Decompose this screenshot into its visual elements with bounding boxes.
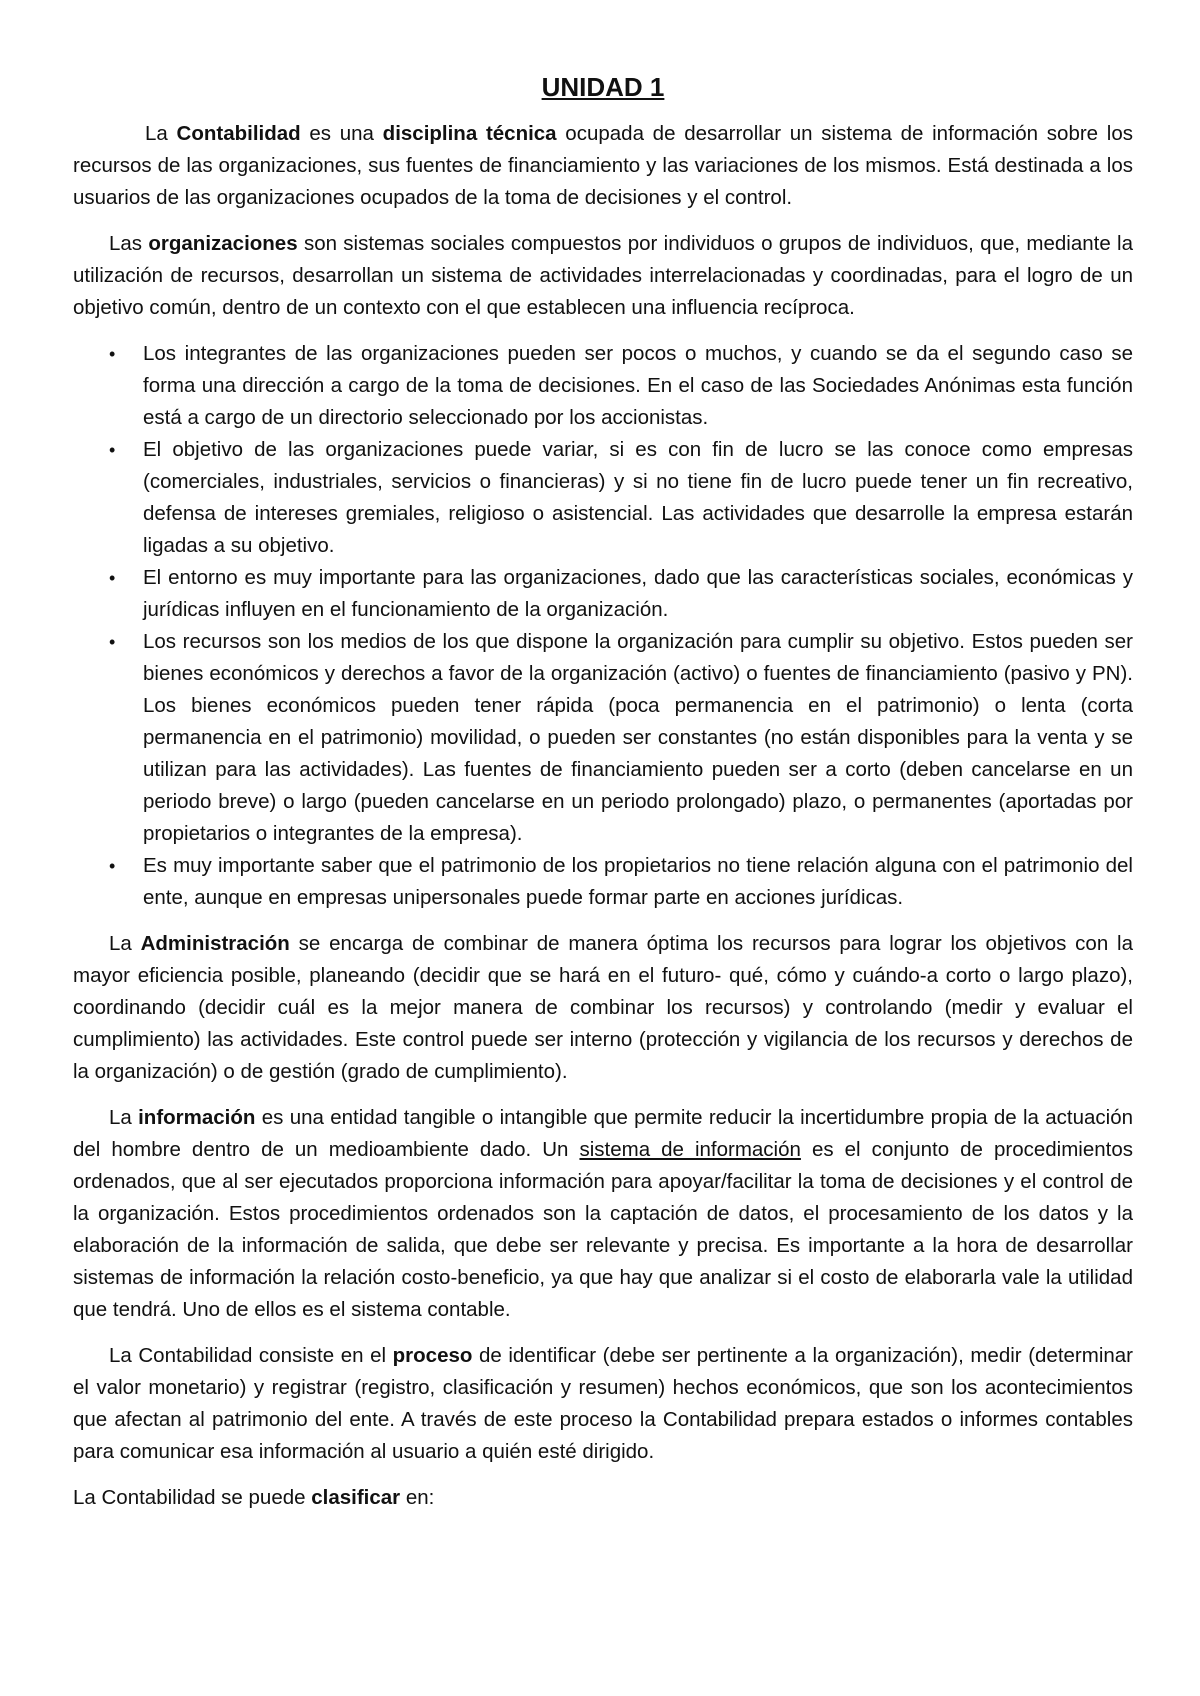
text: La Contabilidad consiste en el bbox=[109, 1344, 393, 1367]
text: son sistemas sociales compuestos por individuos o grupos de individuos, que, mediante la utilización de recursos, desarrollan un sistema de actividades interrelacionadas y coordinadas, para el logro de un objetivo común, dentro de un contexto con el que establecen una influencia recíproca. bbox=[73, 232, 1133, 319]
list-item bbox=[109, 850, 1133, 914]
term-proceso: proceso bbox=[392, 1344, 473, 1367]
bullet-icon: • bbox=[109, 632, 116, 652]
list-item bbox=[109, 338, 1133, 434]
bullet-icon: • bbox=[109, 856, 116, 876]
document-page bbox=[73, 70, 1133, 1514]
text: Las bbox=[109, 232, 149, 255]
paragraph-proceso bbox=[73, 1340, 1133, 1468]
bullet-list bbox=[73, 338, 1133, 914]
paragraph-administracion bbox=[73, 928, 1133, 1088]
text: en: bbox=[400, 1486, 435, 1509]
text: La Contabilidad se puede bbox=[73, 1486, 312, 1509]
text: es una entidad tangible o intangible que permite reducir la incertidumbre propia de la actuación del hombre dentro de un medioambiente dado. Un bbox=[73, 1106, 1133, 1161]
text: de identificar (debe ser pertinente a la organización), medir (determinar el valor monetario) y registrar (registro, clasificación y resumen) hechos económicos, que son los acontecimientos que afectan al patrimonio del ente. A través de este proceso la Contabilidad prepara estados o informes contables para comunicar esa información al usuario a quién esté dirigido. bbox=[73, 1344, 1133, 1463]
bullet-icon: • bbox=[109, 568, 116, 588]
text: se encarga de combinar de manera óptima los recursos para lograr los objetivos con la mayor eficiencia posible, planeando (decidir que se hará en el futuro- qué, cómo y cuándo-a corto o largo plazo), coordinando (decidir cuál es la mejor manera de combinar los recursos) y controlando (medir y evaluar el cumplimiento) las actividades. Este control puede ser interno (protección y vigilancia de los recursos y derechos de la organización) o de gestión (grado de cumplimiento). bbox=[73, 932, 1133, 1083]
list-item-text: El entorno es muy importante para las organizaciones, dado que las características sociales, económicas y jurídicas influyen en el funcionamiento de la organización. bbox=[143, 566, 1133, 621]
text: ocupada de desarrollar un sistema de información sobre los recursos de las organizaciones, sus fuentes de financiamiento y las variaciones de los mismos. Está destinada a los usuarios de las organizaciones ocupados de la toma de decisiones y el control. bbox=[73, 122, 1134, 209]
list-item bbox=[109, 434, 1133, 562]
text: La bbox=[145, 122, 177, 145]
list-item bbox=[109, 562, 1133, 626]
text: La bbox=[109, 1106, 139, 1129]
term-organizaciones: organizaciones bbox=[148, 232, 298, 255]
term-clasificar: clasificar bbox=[311, 1486, 401, 1509]
text: es el conjunto de procedimientos ordenados, que al ser ejecutados proporciona información para apoyar/facilitar la toma de decisiones y el control de la organización. Estos procedimientos ordenados son la captación de datos, el procesamiento de los datos y la elaboración de la información de salida, que debe ser relevante y precisa. Es importante a la hora de desarrollar sistemas de información la relación costo-beneficio, ya que hay que analizar si el costo de elaborarla vale la utilidad que tendrá. Uno de ellos es el sistema contable. bbox=[73, 1138, 1133, 1321]
list-item-text: El objetivo de las organizaciones puede variar, si es con fin de lucro se las conoce como empresas (comerciales, industriales, servicios o financieras) y si no tiene fin de lucro puede tener un fin recreativo, defensa de intereses gremiales, religioso o asistencial. Las actividades que desarrolle la empresa estarán ligadas a su objetivo. bbox=[143, 438, 1133, 557]
paragraph-informacion bbox=[73, 1102, 1133, 1326]
list-item-text: Es muy importante saber que el patrimonio de los propietarios no tiene relación alguna con el patrimonio del ente, aunque en empresas unipersonales puede formar parte en acciones jurídicas. bbox=[143, 854, 1133, 909]
term-disciplina-tecnica: disciplina técnica bbox=[382, 122, 557, 145]
term-sistema-de-informacion: sistema de información bbox=[579, 1138, 801, 1161]
list-item-text: Los integrantes de las organizaciones pueden ser pocos o muchos, y cuando se da el segundo caso se forma una dirección a cargo de la toma de decisiones. En el caso de las Sociedades Anónimas esta función está a cargo de un directorio seleccionado por los accionistas. bbox=[143, 342, 1133, 429]
bullet-icon: • bbox=[109, 440, 116, 460]
text: es una bbox=[300, 122, 383, 145]
page-title: UNIDAD 1 bbox=[541, 72, 665, 102]
term-administracion: Administración bbox=[140, 932, 290, 955]
list-item-text: Los recursos son los medios de los que dispone la organización para cumplir su objetivo. Estos pueden ser bienes económicos y derechos a favor de la organización (activo) o fuentes de financiamiento (pasivo y PN). Los bienes económicos pueden tener rápida (poca permanencia en el patrimonio) o lenta (corta permanencia en el patrimonio) movilidad, o pueden ser constantes (no están disponibles para la venta y se utilizan para las actividades). Las fuentes de financiamiento pueden ser a corto (deben cancelarse en un periodo breve) o largo (pueden cancelarse en un periodo prolongado) plazo, o permanentes (aportadas por propietarios o integrantes de la empresa). bbox=[143, 630, 1133, 845]
term-contabilidad: Contabilidad bbox=[176, 122, 301, 145]
paragraph-organizaciones bbox=[73, 228, 1133, 324]
paragraph-contabilidad bbox=[73, 118, 1133, 214]
text: La bbox=[109, 932, 141, 955]
term-informacion: información bbox=[138, 1106, 256, 1129]
paragraph-clasificar bbox=[73, 1482, 1133, 1514]
bullet-icon: • bbox=[109, 344, 116, 364]
list-item bbox=[109, 626, 1133, 850]
